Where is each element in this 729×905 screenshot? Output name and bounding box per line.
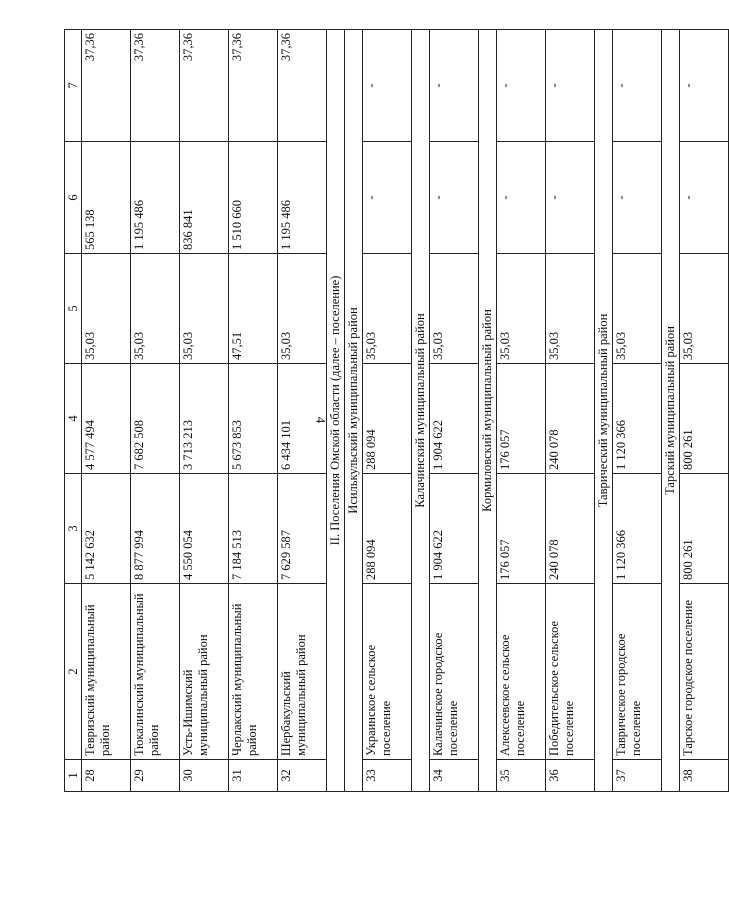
table-row — [82, 30, 131, 792]
cell-name: Тюкалинский муниципальный район — [131, 584, 180, 760]
cell-c5: 35,03 — [613, 254, 662, 364]
cell-no: 30 — [180, 760, 229, 792]
cell-c3: 4 550 054 — [180, 474, 229, 584]
cell-c4: 1 904 622 — [430, 364, 479, 474]
header-cell: 2 — [65, 584, 82, 760]
district-heading-row — [662, 30, 680, 792]
cell-no: 38 — [680, 760, 729, 792]
district-heading-row — [479, 30, 497, 792]
header-cell: 3 — [65, 474, 82, 584]
cell-c4: 176 057 — [497, 364, 546, 474]
cell-c7: 37,36 — [229, 30, 278, 142]
table-row — [229, 30, 278, 792]
cell-c6: - — [613, 142, 662, 254]
cell-c6: 1 195 486 — [131, 142, 180, 254]
cell-name: Тевризский муниципальный район — [82, 584, 131, 760]
cell-c6: 836 841 — [180, 142, 229, 254]
cell-c7: - — [363, 30, 412, 142]
district-heading-row — [412, 30, 430, 792]
data-table-container — [64, 30, 696, 792]
data-table — [64, 29, 729, 792]
cell-c5: 35,03 — [430, 254, 479, 364]
cell-c4: 5 673 853 — [229, 364, 278, 474]
district-heading: Тарский муниципальный район — [662, 30, 680, 792]
cell-no: 28 — [82, 760, 131, 792]
table-row — [430, 30, 479, 792]
district-heading: Исилькульский муниципальный район — [345, 30, 363, 792]
cell-c7: - — [497, 30, 546, 142]
cell-c3: 7 184 513 — [229, 474, 278, 584]
cell-c4: 288 094 — [363, 364, 412, 474]
table-row — [278, 30, 327, 792]
district-heading-row — [595, 30, 613, 792]
table-row — [363, 30, 412, 792]
cell-c7: - — [680, 30, 729, 142]
cell-c7: 37,36 — [278, 30, 327, 142]
header-cell: 4 — [65, 364, 82, 474]
cell-name: Тарское городское поселение — [680, 584, 729, 760]
cell-c5: 35,03 — [278, 254, 327, 364]
cell-c4: 1 120 366 — [613, 364, 662, 474]
section-heading: II. Поселения Омской области (далее – поселение) — [327, 30, 345, 792]
cell-c7: - — [613, 30, 662, 142]
cell-c7: - — [546, 30, 595, 142]
cell-no: 34 — [430, 760, 479, 792]
header-row — [65, 30, 82, 792]
table-row — [680, 30, 729, 792]
cell-c6: - — [497, 142, 546, 254]
cell-c3: 5 142 632 — [82, 474, 131, 584]
section-heading-row — [327, 30, 345, 792]
cell-c5: 35,03 — [546, 254, 595, 364]
cell-c3: 176 057 — [497, 474, 546, 584]
cell-c3: 800 261 — [680, 474, 729, 584]
cell-c4: 7 682 508 — [131, 364, 180, 474]
cell-no: 36 — [546, 760, 595, 792]
cell-c3: 1 904 622 — [430, 474, 479, 584]
cell-c4: 800 261 — [680, 364, 729, 474]
table-rotation-frame — [64, 30, 696, 792]
cell-c7: 37,36 — [131, 30, 180, 142]
cell-c4: 240 078 — [546, 364, 595, 474]
cell-name: Украинское сельское поселение — [363, 584, 412, 760]
cell-no: 37 — [613, 760, 662, 792]
cell-name: Калачинское городское поселение — [430, 584, 479, 760]
district-heading-row — [345, 30, 363, 792]
cell-c3: 1 120 366 — [613, 474, 662, 584]
table-row — [613, 30, 662, 792]
cell-c3: 8 877 994 — [131, 474, 180, 584]
header-cell: 6 — [65, 142, 82, 254]
cell-c5: 35,03 — [497, 254, 546, 364]
cell-c7: 37,36 — [180, 30, 229, 142]
cell-c4: 4 577 494 — [82, 364, 131, 474]
cell-no: 31 — [229, 760, 278, 792]
table-body — [82, 30, 729, 792]
district-heading: Таврический муниципальный район — [595, 30, 613, 792]
cell-c6: 565 138 — [82, 142, 131, 254]
cell-c7: 37,36 — [82, 30, 131, 142]
cell-c5: 35,03 — [363, 254, 412, 364]
cell-c3: 240 078 — [546, 474, 595, 584]
cell-c3: 7 629 587 — [278, 474, 327, 584]
cell-name: Шербакульский муниципальный район — [278, 584, 327, 760]
cell-c5: 47,51 — [229, 254, 278, 364]
cell-c5: 35,03 — [82, 254, 131, 364]
cell-c4: 3 713 213 — [180, 364, 229, 474]
cell-c6: 1 195 486 — [278, 142, 327, 254]
cell-c3: 288 094 — [363, 474, 412, 584]
cell-c4: 6 434 101 — [278, 364, 327, 474]
table-row — [546, 30, 595, 792]
cell-name: Победительское сельское поселение — [546, 584, 595, 760]
cell-no: 32 — [278, 760, 327, 792]
cell-no: 29 — [131, 760, 180, 792]
cell-c5: 35,03 — [180, 254, 229, 364]
table-row — [131, 30, 180, 792]
cell-c6: - — [680, 142, 729, 254]
cell-c5: 35,03 — [680, 254, 729, 364]
cell-name: Черлакский муниципальный район — [229, 584, 278, 760]
page-number: 4 — [313, 416, 329, 424]
cell-name: Алексеевское сельское поселение — [497, 584, 546, 760]
cell-no: 33 — [363, 760, 412, 792]
cell-no: 35 — [497, 760, 546, 792]
district-heading: Кормиловский муниципальный район — [479, 30, 497, 792]
cell-c6: - — [430, 142, 479, 254]
header-cell: 7 — [65, 30, 82, 142]
cell-c7: - — [430, 30, 479, 142]
header-cell: 5 — [65, 254, 82, 364]
cell-c6: - — [546, 142, 595, 254]
header-cell: 1 — [65, 760, 82, 792]
district-heading: Калачинский муниципальный район — [412, 30, 430, 792]
cell-c6: 1 510 660 — [229, 142, 278, 254]
cell-name: Таврическое городское поселение — [613, 584, 662, 760]
cell-c6: - — [363, 142, 412, 254]
cell-c5: 35,03 — [131, 254, 180, 364]
table-row — [497, 30, 546, 792]
cell-name: Усть-Ишимский муниципальный район — [180, 584, 229, 760]
table-row — [180, 30, 229, 792]
